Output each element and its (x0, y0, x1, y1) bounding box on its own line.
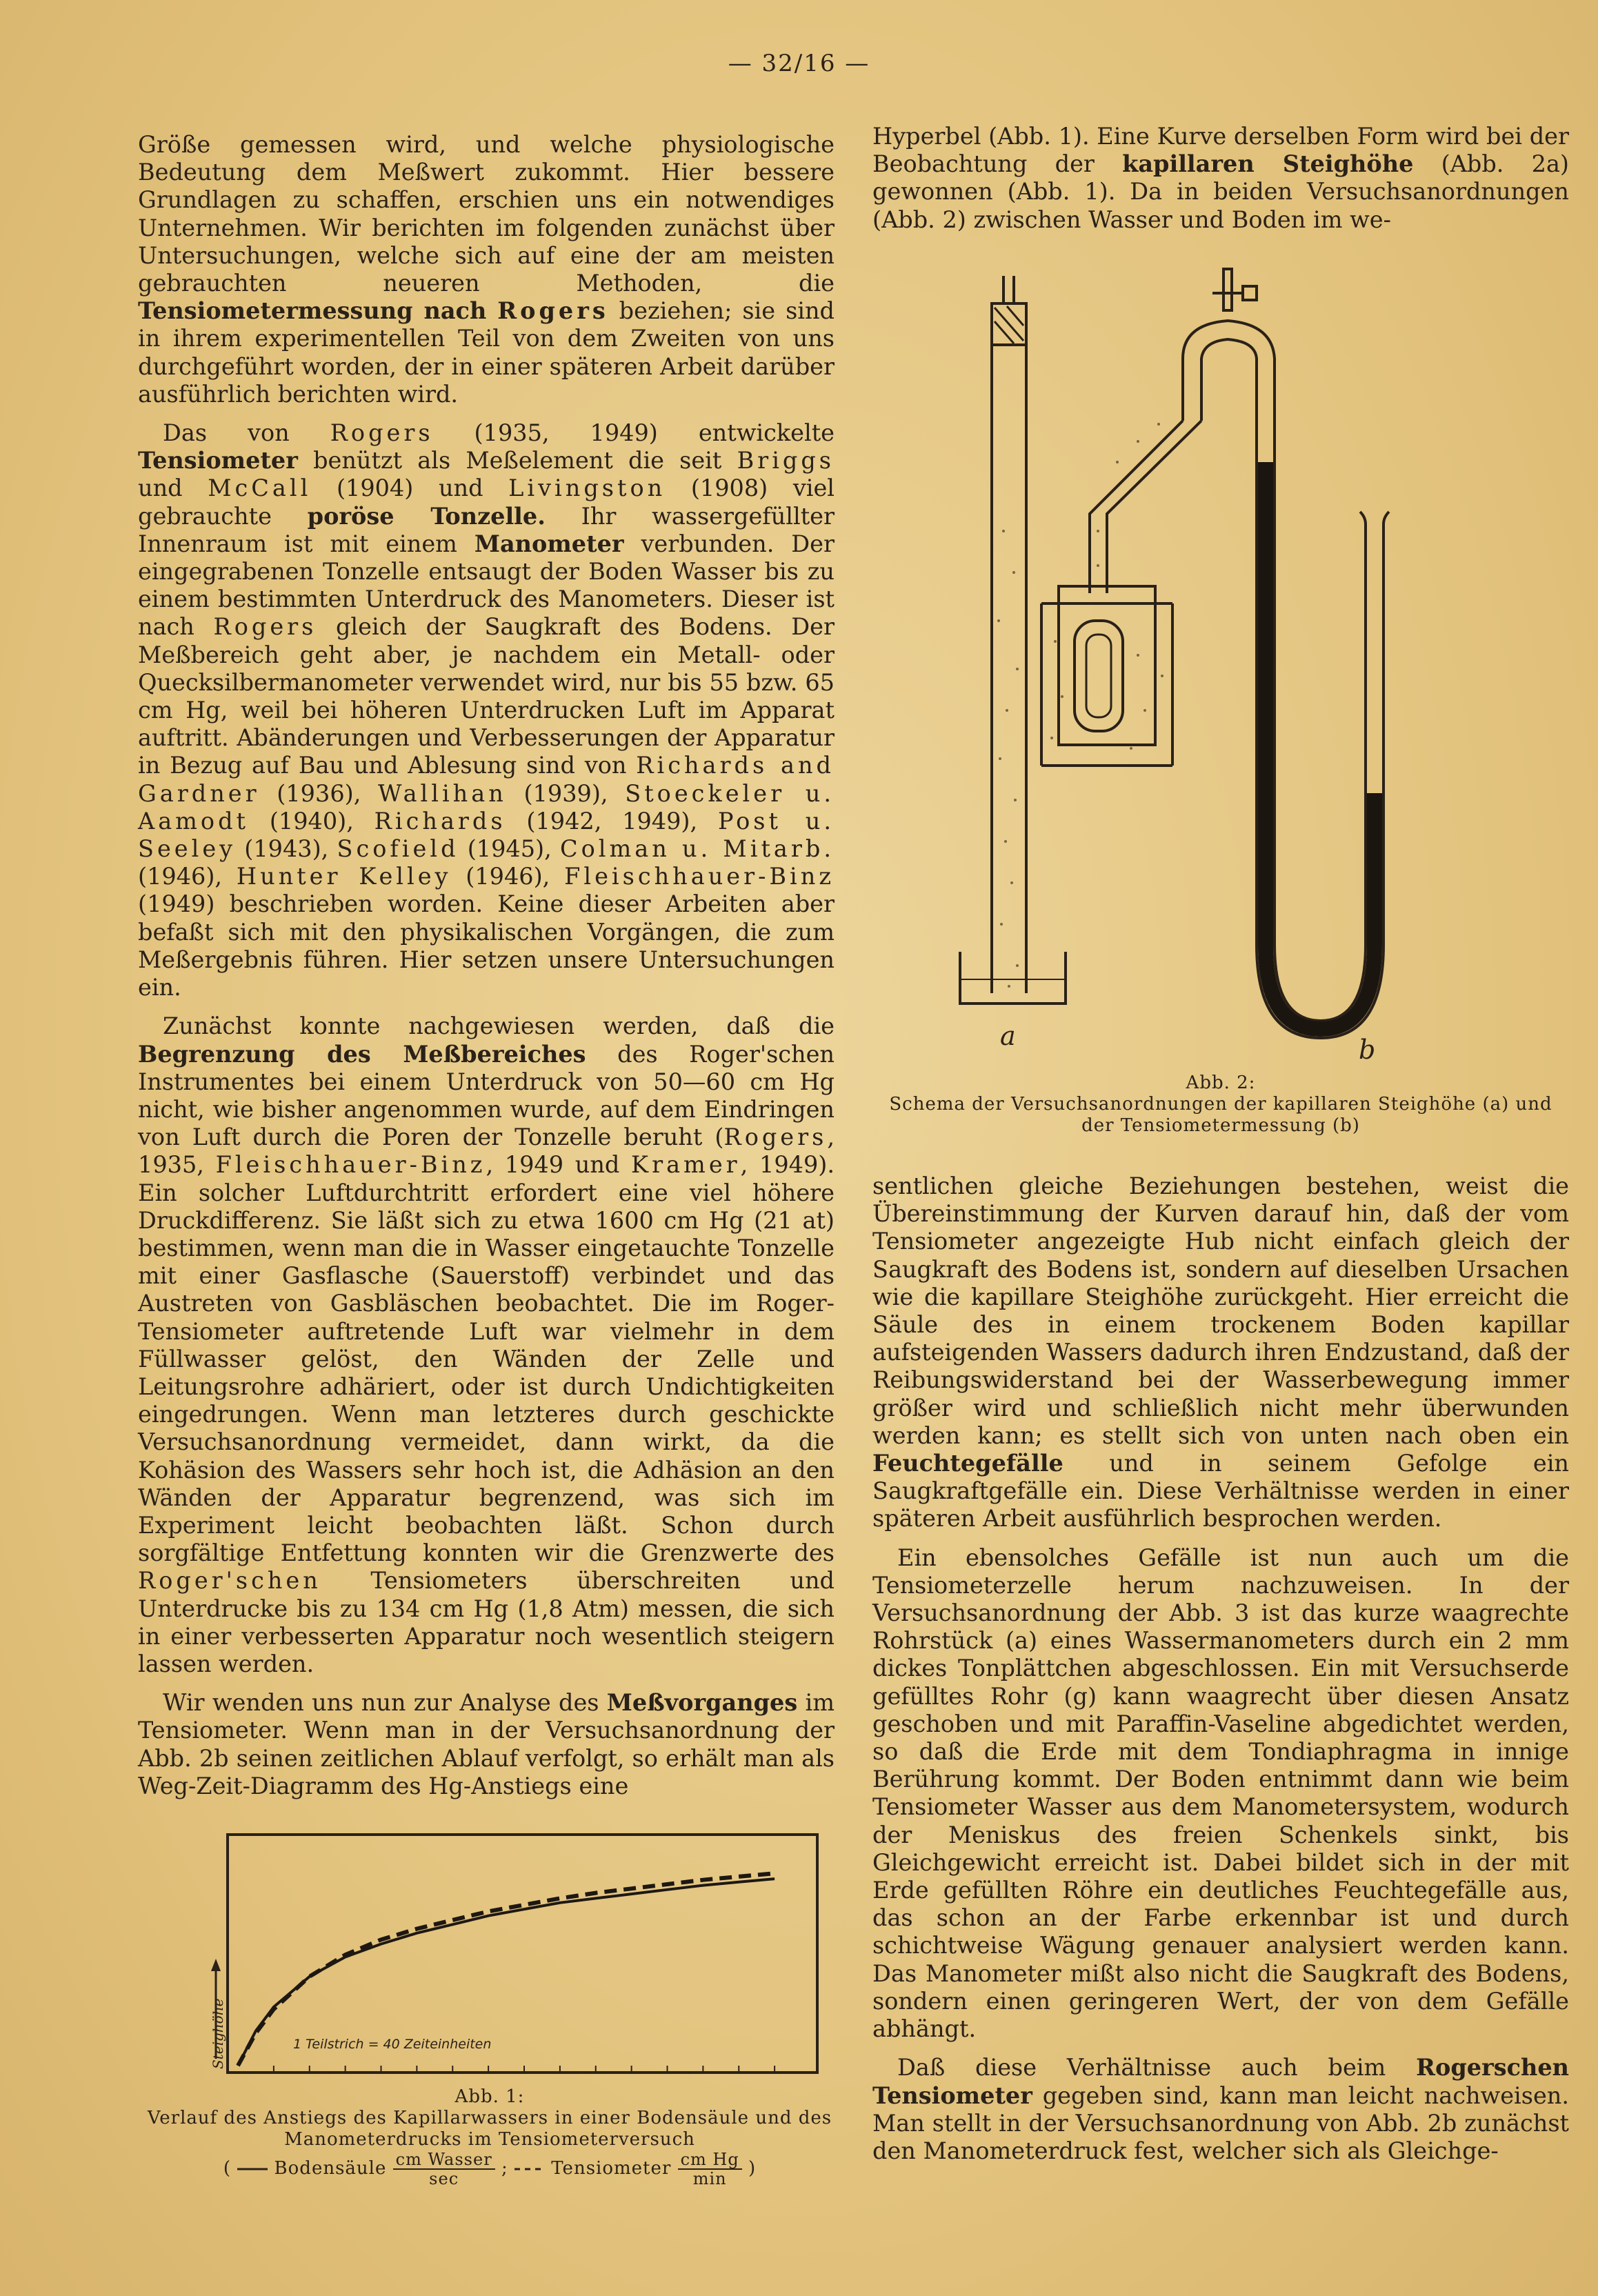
text-run: Meßvorganges (606, 1689, 798, 1717)
unit-1-denominator: sec (429, 2169, 459, 2188)
text-run: (1940), (249, 807, 374, 835)
paragraph (138, 1012, 835, 1678)
text-run: Ihr wassergefüllter Innenraum ist mit einem (138, 502, 835, 557)
label-b: b (1359, 1035, 1376, 1065)
text-run: (Abb. 2a) gewonnen (Abb. 1). Da in beiden Versuchsanordnungen (Abb. 2) zwischen Wasser und Boden im we- (872, 150, 1569, 233)
figure-2-caption-text: Schema der Versuchsanordnungen der kapillaren Steighöhe (a) und der Tensiometermessung (b) (889, 1094, 1552, 1136)
text-run: (1943), (236, 835, 337, 863)
legend-series-2: Tensiometer (551, 2158, 672, 2179)
text-run: und in seinem Gefolge ein Saugkraftgefälle ein. Diese Verhältnisse werden in einer späteren Arbeit ausführlich besprochen werden. (872, 1450, 1569, 1533)
text-run: Feuchtegefälle (872, 1450, 1063, 1477)
capillary-column-a (960, 276, 1066, 1004)
text-run: kapillaren Steighöhe (1122, 150, 1414, 178)
text-run: poröse Tonzelle. (307, 502, 546, 530)
figure-1-legend: ( Bodensäule $\frac{\text{cm Wasser}}{\sec}$ ; Tensiometer $\frac{\text{cm Hg}}{\min}$ ) (223, 2150, 757, 2188)
tensiometer-b (1041, 269, 1389, 1038)
paragraph (872, 2054, 1569, 2165)
text-run: Roger'schen (138, 1567, 321, 1595)
text-run: benützt als Meßelement die seit (297, 447, 737, 475)
text-run: (1949) beschrieben worden. Keine dieser Arbeiten aber befaßt sich mit den physikalischen Vorgängen, die zum Meßergebnis führen. Hier setzen unsere Untersuchungen ein. (138, 890, 835, 1001)
text-run: (1904) und (311, 475, 509, 502)
paragraph (872, 1172, 1569, 1533)
text-run: beziehen; sie sind in ihrem experimentellen Teil von dem Zweiten von uns durchgeführt worden, der in einer späteren Arbeit darüber ausführlich berichten wird. (138, 297, 835, 408)
text-run: (1908) viel gebrauchte (138, 475, 835, 530)
figure-2-caption (872, 1072, 1569, 1137)
text-run: , 1935, (138, 1124, 835, 1179)
unit-2-denominator: min (692, 2169, 727, 2188)
text-run: Hyperbel (Abb. 1). Eine Kurve derselben Form wird bei der Beobachtung der (872, 123, 1569, 178)
paragraph (138, 419, 835, 1001)
paragraph (138, 1689, 835, 1800)
text-run: McCall (208, 475, 312, 502)
chart-annotation: 1 Teilstrich = 40 Zeiteinheiten (293, 2037, 492, 2052)
legend-open: ( (223, 2158, 232, 2179)
text-run: Rogerschen Tensiometer (872, 2054, 1569, 2109)
stipple (997, 423, 1163, 988)
text-run: gegeben sind, kann man leicht nachweisen. Man stellt in der Versuchsanordnung von Abb. 2b zunächst den Manometerdruck fest, welcher sich als Gleichge- (872, 2082, 1569, 2164)
text-run: gleich der Saugkraft des Bodens. Der Meßbereich geht aber, je nachdem ein Metall- oder Quecksilbermanometer verwendet wird, nur bis 55 bzw. 65 cm Hg, weil bei höheren Unterdrucken Luft im Apparat auftritt. Abänderungen und Verbesserungen der Apparatur in Bezug auf Bau und Ablesung sind von (138, 613, 835, 779)
figure-1-chart (148, 1821, 838, 2110)
text-run: Das von (163, 419, 330, 447)
text-run: Hunter Kelley (236, 863, 452, 890)
text-run: (1946), (138, 863, 237, 890)
unit-2-numerator: cm Hg (678, 2150, 742, 2170)
figure-2-apparatus (910, 255, 1531, 1076)
text-run: Rogers (213, 613, 317, 641)
text-run: Colman u. Mitarb. (559, 835, 835, 863)
text-run: , 1949 und (486, 1151, 632, 1179)
y-axis-arrowhead (211, 1959, 221, 1971)
text-run: (1935, 1949) entwickelte (433, 419, 835, 447)
text-run: Rogers (330, 419, 434, 447)
text-run: sentlichen gleiche Beziehungen bestehen, weist die Übereinstimmung der Kurven darauf hin, daß der vom Tensiometer angezeigte Hub nicht einfach gleich der Saugkraft des Bodens ist, sondern auf dieselben Ursachen wie die kapillare Steighöhe zurückgeht. Hier erreicht die Säule des in einem trockenem Boden kapillar aufsteigenden Wassers dadurch ihren Endzustand, daß der Reibungswiderstand bei der Wasserbewegung immer größer wird und schließlich nicht mehr überwunden werden kann; es stellt sich von unten nach oben ein (872, 1172, 1569, 1449)
legend-close: ) (748, 2158, 757, 2179)
text-run: Rogers (497, 297, 609, 325)
text-run: Tensiometermessung nach (138, 297, 498, 325)
text-run: (1939), (506, 779, 626, 807)
text-run: Rogers (723, 1124, 828, 1151)
y-axis-label: Steighöhe (210, 1998, 226, 2069)
figure-1-caption-title: Abb. 1: (455, 2086, 525, 2107)
legend-solid-line-icon (237, 2166, 268, 2173)
text-run: Fleischhauer-Binz (564, 863, 835, 890)
text-run: Richards and Gardner (138, 752, 835, 807)
text-run: , 1949). Ein solcher Luftdurchtritt erfordert eine viel höhere Druckdifferenz. Sie läßt sich zu etwa 1600 cm Hg (21 at) bestimmen, wenn man die in Wasser eingetauchte Tonzelle mit einer Gasflasche (Sauerstoff) verbindet und das Austreten von Gasbläschen beobachtet. Die im Roger-Tensiometer auftretende Luft war vielmehr in dem Füllwasser gelöst, den Wänden der Zelle und Leitungsrohre adhäriert, oder ist durch Undichtigkeiten eingedrungen. Wenn man letzteres durch geschickte Versuchsanordnung vermeidet, dann wirkt, da die Kohäsion des Wassers sehr hoch ist, die Adhäsion an den Wänden der Apparatur begrenzend, was sich im Experiment leicht beobachten läßt. Schon durch sorgfältige Entfettung konnten wir die Grenzwerte des (138, 1151, 835, 1567)
text-run: Manometer (474, 530, 624, 557)
text-run: Tensiometers überschreiten und Unterdrucke bis zu 134 cm Hg (1,8 Atm) messen, die sich in einer verbesserten Apparatur noch wesentlich steigern lassen werden. (138, 1567, 835, 1677)
text-run: Ein ebensolches Gefälle ist nun auch um die Tensiometerzelle herum nachzuweisen. In der Versuchsanordnung der Abb. 3 ist das kurze waagrechte Rohrstück (a) eines Wassermanometers durch ein 2 mm dickes Tonplättchen abgeschlossen. Ein mit Versuchserde gefülltes Rohr (g) kann waagrecht über diesen Ansatz geschoben und mit Paraffin-Vaseline abgedichtet werden, so daß die Erde mit dem Tondiaphragma in innige Berührung kommt. Der Boden entnimmt dann wie beim Tensiometer Wasser aus dem Manometersystem, wodurch der Meniskus des freien Schenkels sinkt, bis Gleichgewicht erreicht ist. Dabei bildet sich in der mit Erde gefüllten Röhre ein deutliches Feuchtegefälle aus, das schon an der Farbe erkennbar ist und durch schichtweise Wägung genauer analysiert werden kann. Das Manometer mißt also nicht die Saugkraft des Bodens, sondern einen geringeren Wert, der von dem Gefälle abhängt. (872, 1544, 1569, 2043)
right-column-bottom (872, 1172, 1569, 2176)
text-run: Stoeckeler u. Aamodt (138, 779, 835, 835)
right-column-top (872, 123, 1569, 245)
text-run: Daß diese Verhältnisse auch beim (897, 2054, 1417, 2082)
figure-2-caption-title: Abb. 2: (1186, 1072, 1256, 1093)
paragraph (872, 123, 1569, 234)
text-run: Tensiometer (138, 447, 298, 475)
text-run: verbunden. Der eingegrabenen Tonzelle entsaugt der Boden Wasser bis zu einem bestimmten Unterdruck des Manometers. Dieser ist nach (138, 530, 835, 641)
legend-dashed-line-icon (515, 2166, 545, 2173)
text-run: und (138, 475, 208, 502)
text-run: Scofield (337, 835, 459, 863)
legend-series-1: Bodensäule (274, 2158, 387, 2179)
text-run: des Roger'schen Instrumentes bei einem Unterdruck von 50—60 cm Hg nicht, wie bisher angenommen wurde, auf dem Eindringen von Luft durch die Poren der Tonzelle beruht ( (138, 1040, 835, 1151)
figure-1-caption-text: Verlauf des Anstiegs des Kapillarwassers in einer Bodensäule und des Manometerdrucks im Tensiometerversuch (147, 2108, 832, 2150)
text-run: Richards (374, 807, 506, 835)
text-run: im Tensiometer. Wenn man in der Versuchsanordnung der Abb. 2b seinen zeitlichen Ablauf verfolgt, so erhält man als Weg-Zeit-Diagramm des Hg-Anstiegs eine (138, 1689, 835, 1799)
mercury-column (1266, 462, 1375, 1029)
text-run: Wallihan (378, 779, 507, 807)
text-run: Post u. Seeley (138, 807, 835, 863)
text-run: Livingston (508, 475, 666, 502)
paragraph (138, 131, 835, 408)
unit-1-numerator: cm Wasser (393, 2150, 495, 2170)
text-run: Begrenzung des Meßbereiches (138, 1040, 586, 1068)
text-run: Briggs (737, 447, 835, 475)
text-run: Wir wenden uns nun zur Analyse des (163, 1689, 607, 1717)
text-run: (1936), (259, 779, 379, 807)
page-number: — 32/16 — (728, 50, 870, 77)
legend-unit-1 (393, 2150, 495, 2188)
label-a: a (1000, 1021, 1016, 1051)
text-run: Kramer (631, 1151, 741, 1179)
paragraph (872, 1544, 1569, 2044)
text-run: (1946), (451, 863, 565, 890)
text-run: Größe gemessen wird, und welche physiologische Bedeutung dem Meßwert zukommt. Hier bessere Grundlagen zu schaffen, erschien uns ein notwendiges Unternehmen. Wir berichten im folgenden zunächst über Untersuchungen, welche sich auf eine der am meisten gebrauchten neueren Methoden, die (138, 131, 835, 297)
figure-1-caption (138, 2086, 841, 2188)
left-column (138, 131, 835, 1811)
text-run: (1945), (459, 835, 560, 863)
text-run: Fleischhauer-Binz (215, 1151, 486, 1179)
text-run: (1942, 1949), (506, 807, 718, 835)
text-run: Zunächst konnte nachgewiesen werden, daß die (163, 1012, 835, 1040)
legend-unit-2 (678, 2150, 742, 2188)
